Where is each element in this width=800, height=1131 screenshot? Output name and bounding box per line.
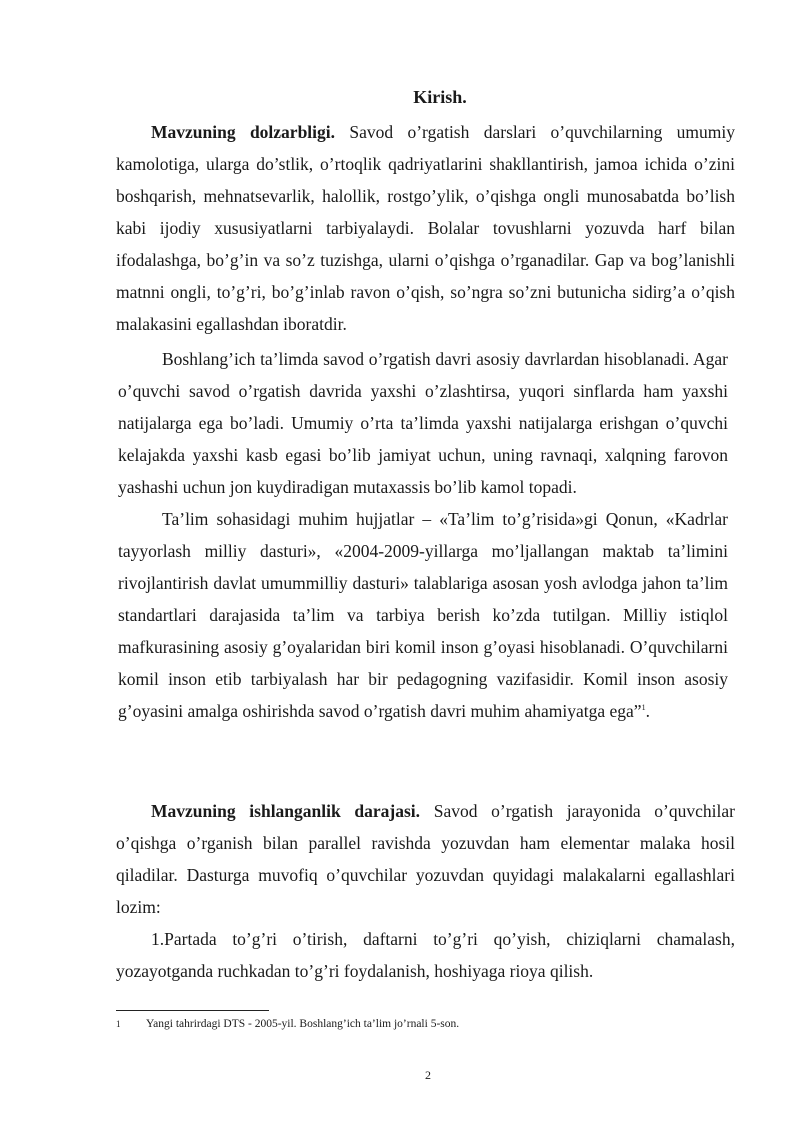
text-block-middle	[118, 343, 728, 727]
documents-end: .	[645, 701, 650, 721]
section-title: Kirish.	[413, 87, 467, 107]
footnote-divider	[116, 1010, 269, 1011]
footnote-text: Yangi tahrirdagi DTS - 2005-yil. Boshlang’ich ta’lim jo’rnali 5-son.	[146, 1018, 460, 1030]
relevance-heading: Mavzuning dolzarbligi.	[151, 122, 336, 142]
paragraph-documents	[118, 503, 728, 727]
development-heading: Mavzuning ishlanganlik darajasi.	[151, 801, 421, 821]
development-body: Savod o’rgatish jarayonida o’quvchilar o’qishga o’rganish bilan parallel ravishda yozuvdan ham elementar malaka hosil qiladilar. Dasturga muvofiq o’quvchilar yozuvdan quyidagi malakalarni egallashlari lozim:	[116, 801, 735, 917]
footnote	[116, 1017, 459, 1031]
documents-body: Ta’lim sohasidagi muhim hujjatlar – «Ta’lim to’g’risida»gi Qonun, «Kadrlar tayyorlash milliy dasturi», «2004-2009-yillarga mo’ljallangan maktab ta’limini rivojlantirish davlat umummilliy dasturi» talablariga asosan yosh avlodga jahon ta’lim standartlari darajasida ta’lim va tarbiya berish ko’zda tutilgan. Milliy istiqlol mafkurasining asosiy g’oyalaridan biri komil inson g’oyasi hisoblanadi. O’quvchilarni komil inson etib tarbiyalash har bir pedagogning vazifasidir. Komil inson asosiy g’oyasini amalga oshirishda savod o’rgatish davri muhim ahamiyatga ega”	[118, 509, 728, 721]
text-block-intro	[116, 116, 735, 340]
text-block-development	[116, 795, 735, 987]
paragraph-primary-education: Boshlang’ich ta’limda savod o’rgatish davri asosiy davrlardan hisoblanadi. Agar o’quvchi savod o’rgatish davrida yaxshi o’zlashtirsa, yuqori sinflarda ham yaxshi natijalarga ega bo’ladi. Umumiy o’rta ta’limda yaxshi natijalarga erishgan o’quvchi kelajakda yaxshi kasb egasi bo’lib jamiyat uchun, uning ravnaqi, xalqning farovon yashashi uchun jon kuydiradigan mutaxassis bo’lib kamol topadi.	[118, 349, 728, 497]
page-number: 2	[425, 1068, 431, 1082]
footnote-mark: 1	[116, 1019, 121, 1029]
paragraph-development-level	[116, 795, 735, 923]
paragraph-relevance	[116, 116, 735, 340]
paragraph-skill-1: 1.Partada to’g’ri o’tirish, daftarni to’g’ri qo’yish, chiziqlarni chamalash, yozayotganda ruchkadan to’g’ri foydalanish, hoshiyaga rioya qilish.	[116, 929, 735, 981]
footnote-reference[interactable]: 1	[641, 703, 646, 713]
relevance-body: Savod o’rgatish darslari o’quvchilarning umumiy kamolotiga, ularga do’stlik, o’rtoqlik qadriyatlarini shakllantirish, jamoa ichida o’zini boshqarish, mehnatsevarlik, halollik, rostgo’ylik, o’qishga ongli munosabatda bo’lish kabi ijodiy xususiyatlarni tarbiyalaydi. Bolalar tovushlarni yozuvda harf bilan ifodalashga, bo’g’in va so’z tuzishga, ularni o’qishga o’rganadilar. Gap va bog’lanishli matnni ongli, to’g’ri, bo’g’inlab ravon o’qish, so’ngra so’zni butunicha sidirg’a o’qish malakasini egallashdan iboratdir.	[116, 122, 736, 334]
